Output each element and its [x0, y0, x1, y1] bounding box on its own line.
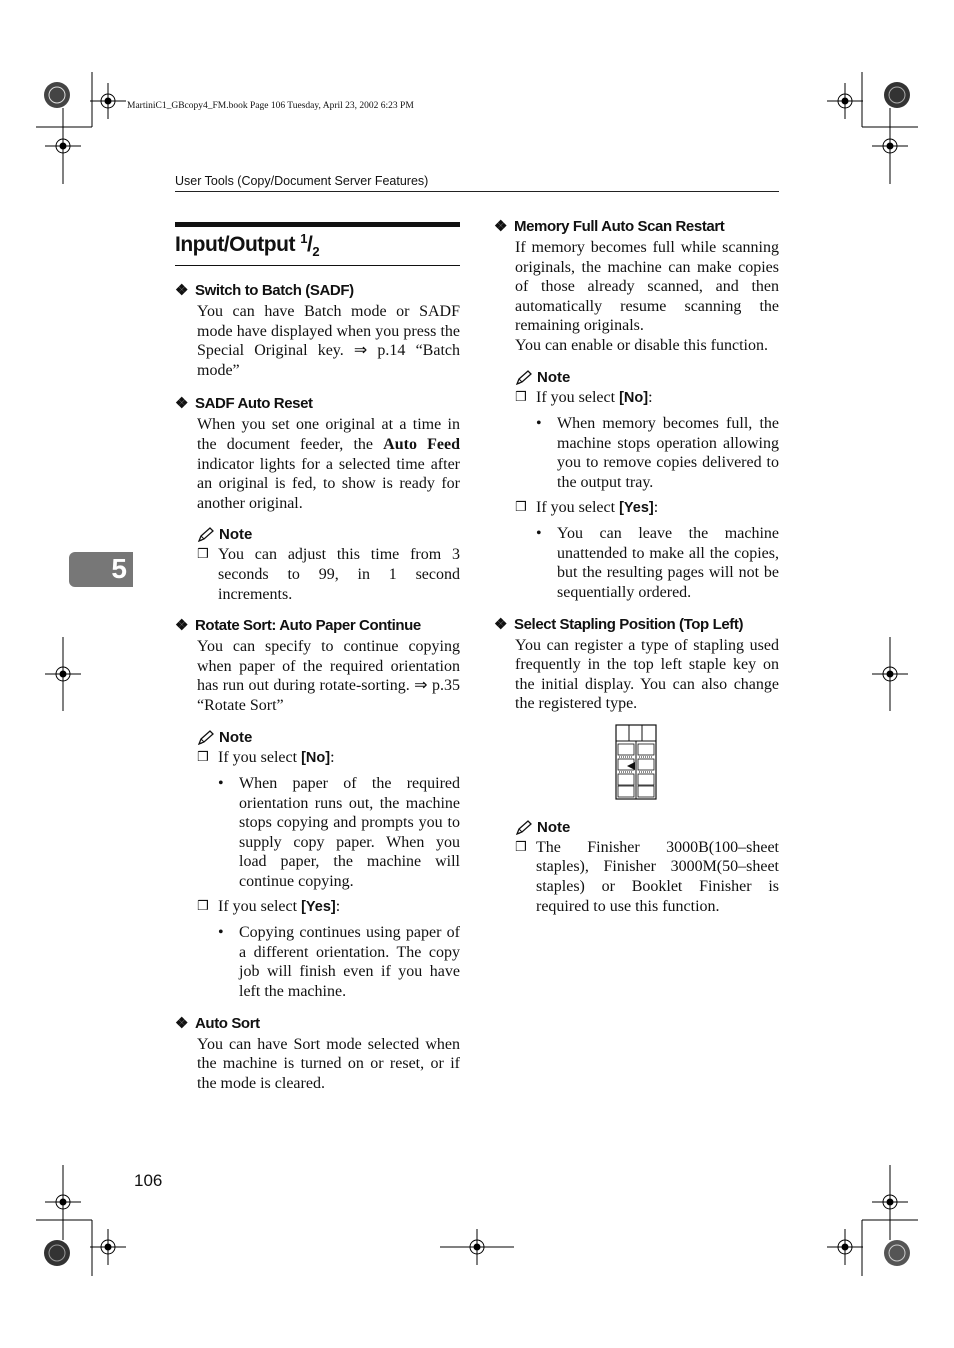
note-block: [515, 818, 779, 916]
note-block: [197, 525, 460, 604]
section-heading: ❖ SADF Auto Reset: [175, 395, 313, 413]
pencil-icon: [197, 527, 215, 543]
section-heading: ❖ Switch to Batch (SADF): [175, 282, 354, 299]
section-body: You can register a type of stapling used frequently in the top left staple key on the initial display. You can also change the registered type.: [515, 636, 779, 713]
section-heading: ❖ Auto Sort: [175, 1014, 260, 1032]
note-heading: Note: [197, 525, 460, 545]
pencil-icon: [515, 820, 533, 836]
title-rule-top: [175, 222, 460, 227]
section-body: You can specify to continue copying when paper of the required orientation has run out during rotate-sorting. ⇒ p.35 “Rotate Sort”: [197, 638, 460, 714]
section-body: You can have Sort mode selected when the machine is turned on or reset, or if the mode is cleared.: [197, 1035, 460, 1092]
note-item: ❒ If you select [Yes]:: [515, 498, 659, 516]
pencil-icon: [515, 370, 533, 386]
note-block: [515, 368, 779, 603]
section-body: When you set one original at a time in the document feeder, the Auto Feed indicator lights for a selected time after an original is fed, to show is ready for another original.: [197, 416, 460, 512]
note-item: ❒ If you select [Yes]:: [197, 897, 341, 915]
title-rule-bottom: [175, 265, 460, 266]
note-item: ❒ The Finisher 3000B(100–sheet staples), Finisher 3000M(50–sheet staples) or Booklet Finisher is required to use this function.: [515, 838, 779, 915]
note-item: ❒ If you select [No]:: [197, 748, 335, 766]
page-number: 106: [134, 1171, 163, 1190]
section-body: If memory becomes full while scanning originals, the machine can make copies of those already scanned, and then automatically resume scanning the remaining originals.: [515, 239, 779, 335]
note-item: ❒ If you select [No]:: [515, 388, 653, 406]
note-bullet: • You can leave the machine unattended to make all the copies, but the resulting pages will not be sequentially ordered.: [536, 525, 779, 601]
pencil-icon: [197, 730, 215, 746]
running-header: User Tools (Copy/Document Server Features): [175, 174, 779, 192]
right-column: [494, 217, 779, 916]
section-heading: ❖ Rotate Sort: Auto Paper Continue: [175, 617, 421, 635]
note-heading: Note: [197, 728, 460, 748]
printer-info-line: MartiniC1_GBcopy4_FM.book Page 106 Tuesday, April 23, 2002 6:23 PM: [127, 101, 414, 111]
note-heading: Note: [515, 368, 779, 388]
section-heading: ❖ Select Stapling Position (Top Left): [494, 615, 744, 633]
section-heading: ❖ Memory Full Auto Scan Restart: [494, 218, 725, 235]
page-title: Input/Output $^1/_2$: [175, 231, 320, 260]
note-bullet: • Copying continues using paper of a different orientation. The copy job will finish even if you have left the machine.: [218, 924, 460, 1001]
left-column: [175, 281, 460, 1093]
note-bullet: • When paper of the required orientation runs out, the machine stops copying and prompts you to supply copy paper. When you load paper, the machine will continue copying.: [218, 775, 460, 891]
note-block: [197, 728, 460, 1002]
note-bullet: • When memory becomes full, the machine stops operation allowing you to remove copies delivered to the output tray.: [536, 415, 779, 491]
chapter-tab: 5: [69, 552, 133, 587]
staple-key-panel-illustration: [615, 724, 657, 800]
note-item: ❒ You can adjust this time from 3 seconds to 99, in 1 second increments.: [197, 546, 460, 603]
section-body: You can have Batch mode or SADF mode have displayed when you press the Special Original key. ⇒ p.14 “Batch mode”: [197, 303, 460, 379]
section-body: You can enable or disable this function.: [515, 336, 768, 354]
note-heading: Note: [515, 818, 779, 838]
